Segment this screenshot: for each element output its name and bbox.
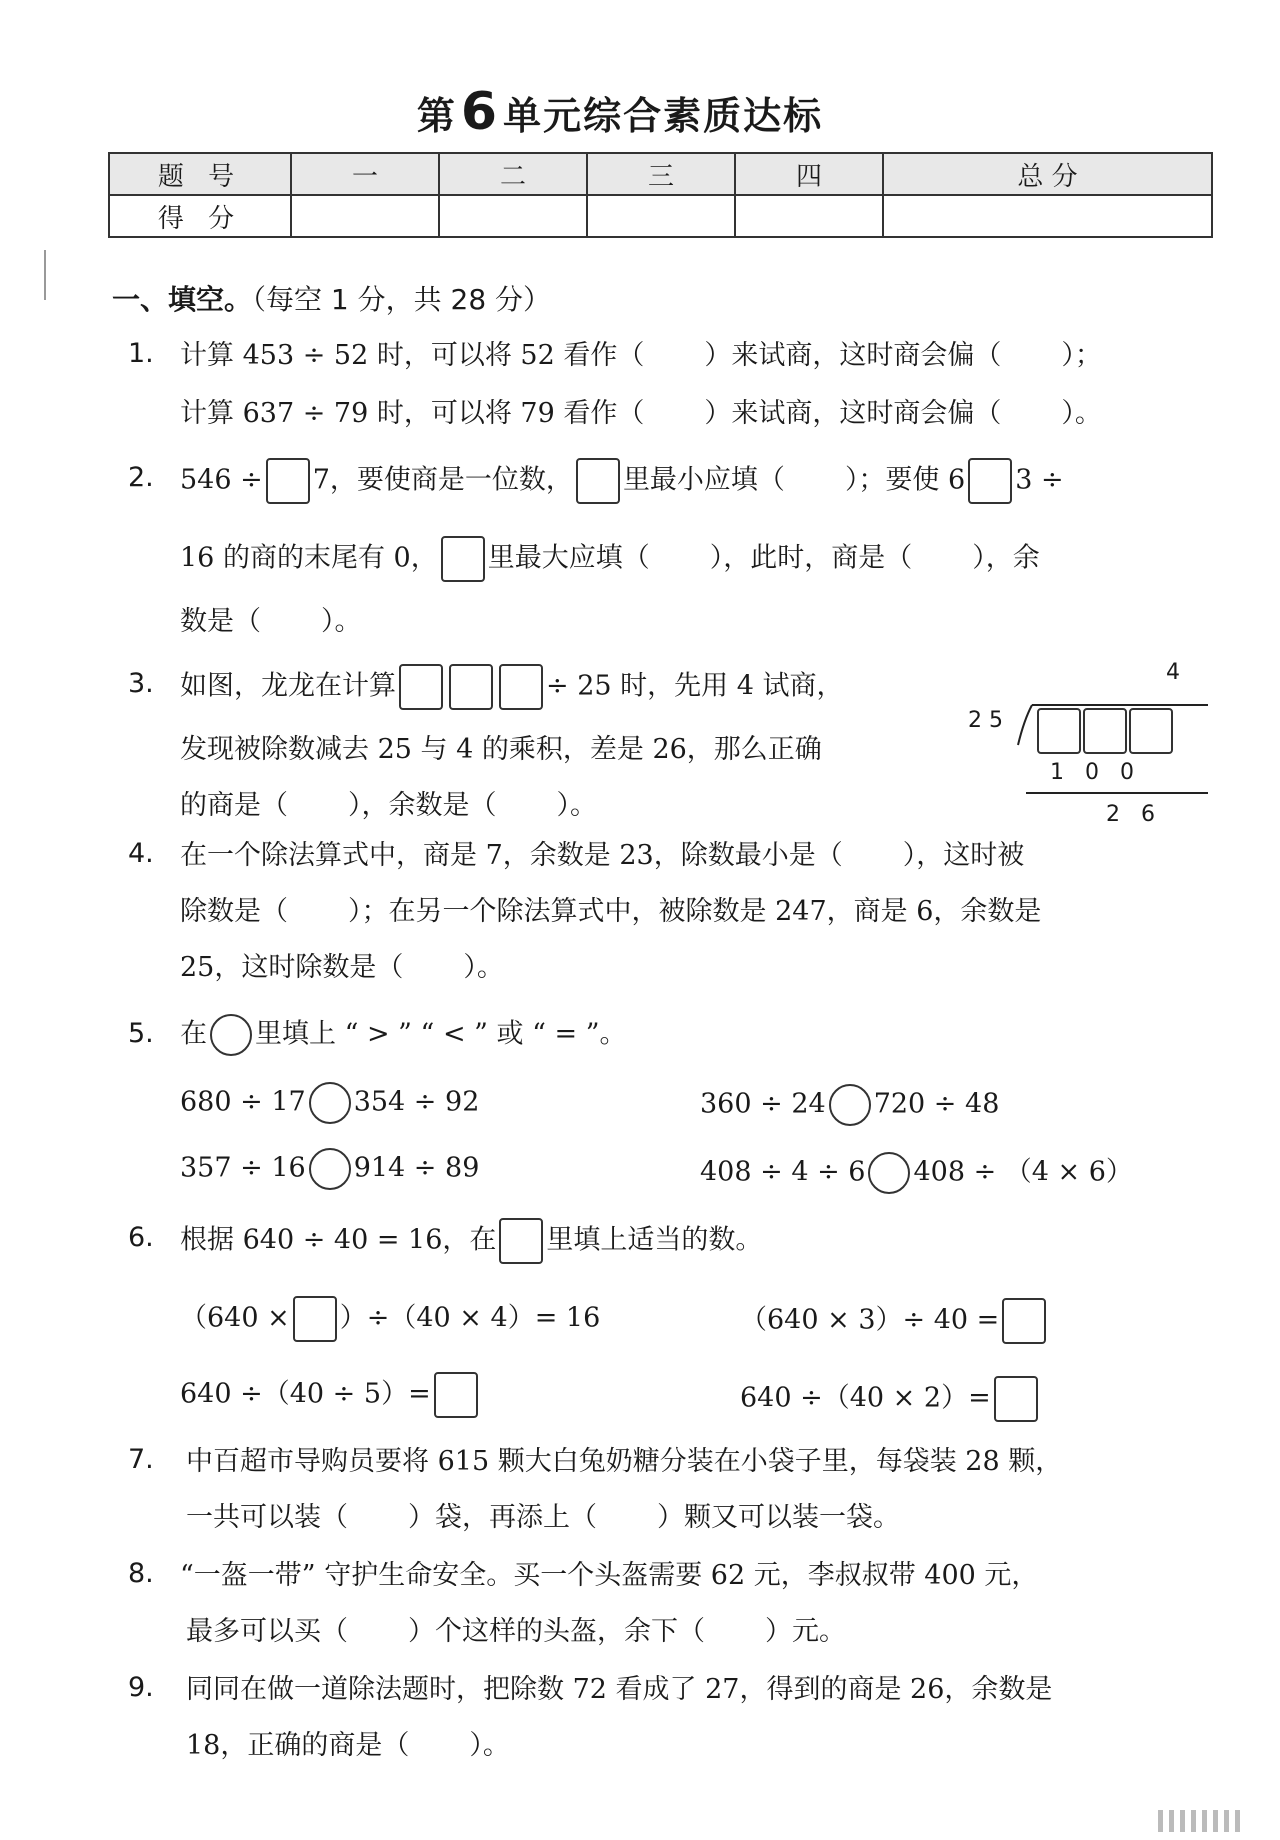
q1-line-1 [180, 336, 1102, 376]
q6-expr: 640 ÷（40 ÷ 5）= [180, 1378, 431, 1410]
q2-text: ）；要使 6 [844, 464, 966, 496]
q2-line-2 [180, 536, 1040, 582]
q7-text: ）袋，再添上（ [408, 1502, 597, 1533]
q2-text: 546 ÷ [180, 464, 263, 496]
q2-text: ）。 [321, 606, 362, 637]
q4-text: 除数是（ [180, 896, 288, 927]
q6-expr: （640 × [180, 1302, 290, 1334]
q3-line-2: 发现被除数减去 25 与 4 的乘积，差是 26，那么正确 [180, 734, 822, 765]
q2-text: 7，要使商是一位数， [312, 464, 573, 496]
q2-number: 2. [128, 462, 154, 493]
q5-expr: 408 ÷ 4 ÷ 6 [700, 1156, 866, 1188]
q6-expr-1 [180, 1296, 600, 1342]
section-heading [112, 278, 551, 318]
q2-text: 3 ÷ [1015, 464, 1064, 496]
q8-text: 最多可以买（ [186, 1616, 348, 1647]
scan-marks [1158, 1810, 1240, 1832]
q6-text: 里填上适当的数。 [546, 1224, 763, 1256]
q4-line-1 [180, 836, 1024, 876]
long-division-figure [958, 660, 1218, 830]
q5-text: 里填上 “ > ” “ < ” 或 “ = ”。 [255, 1018, 627, 1050]
q5-row-2-left [180, 1148, 479, 1190]
compare-circle[interactable] [210, 1014, 252, 1056]
q8-text: ）个这样的头盔，余下（ [408, 1616, 705, 1647]
compare-circle[interactable] [829, 1084, 871, 1126]
q4-line-2 [180, 892, 1041, 932]
q8-number: 8. [128, 1558, 154, 1589]
q7-text: ）颗又可以装一袋。 [657, 1502, 900, 1533]
q5-row-1-right [700, 1084, 999, 1126]
digit-box[interactable] [266, 458, 310, 504]
q7-text: 一共可以装（ [186, 1502, 348, 1533]
title-suffix: 单元综合素质达标 [503, 94, 824, 138]
q4-line-3 [180, 948, 504, 988]
q9-line-2 [186, 1726, 510, 1766]
division-divisor: 2 5 [968, 708, 1003, 733]
q1-line-2 [180, 394, 1102, 434]
q6-text: 根据 640 ÷ 40 = 16，在 [180, 1224, 497, 1256]
q8-text: ）元。 [765, 1616, 846, 1647]
q8-line-1: “一盔一带” 守护生命安全。买一个头盔需要 62 元，李叔叔带 400 元， [180, 1560, 1039, 1591]
q4-text: ）。 [463, 952, 504, 983]
digit-box[interactable] [576, 458, 620, 504]
q2-line-1 [180, 458, 1064, 504]
q2-text: ），余 [972, 542, 1040, 574]
q6-expr-2 [740, 1298, 1049, 1344]
score-cell-2[interactable] [439, 195, 587, 237]
q1-text: ）来试商，这时商会偏（ [704, 340, 1002, 371]
q5-number: 5. [128, 1018, 154, 1049]
score-table-col-1: 一 [291, 153, 439, 195]
score-cell-4[interactable] [735, 195, 883, 237]
q1-number: 1. [128, 338, 154, 369]
q4-text: ），这时被 [902, 840, 1025, 871]
digit-box[interactable] [1083, 708, 1127, 754]
q3-text: 如图，龙龙在计算 [180, 670, 396, 702]
q3-line-1 [180, 664, 844, 710]
q6-expr-4 [740, 1376, 1041, 1422]
q7-line-2 [186, 1498, 900, 1538]
q5-row-1-left [180, 1082, 479, 1124]
division-remainder: 2 6 [1106, 802, 1155, 827]
digit-box[interactable] [449, 664, 493, 710]
number-box[interactable] [499, 1218, 543, 1264]
dividend-boxes [1036, 708, 1174, 754]
q5-expr: 354 ÷ 92 [353, 1086, 480, 1118]
q7-number: 7. [128, 1444, 154, 1475]
score-table-label-score: 得 分 [109, 195, 291, 237]
q2-line-3 [180, 602, 362, 642]
division-product: 1 0 0 [1050, 760, 1134, 785]
q6-expr-3 [180, 1372, 481, 1418]
q5-line-1 [180, 1014, 627, 1056]
page-title [0, 82, 1240, 142]
q3-text: ÷ 25 时，先用 4 试商， [546, 670, 844, 702]
q2-text: 数是（ [180, 606, 261, 637]
q4-text: 25，这时除数是（ [180, 952, 404, 983]
q2-text: 里最小应填（ [622, 464, 785, 496]
q9-text: 18，正确的商是（ [186, 1730, 410, 1761]
number-box[interactable] [434, 1372, 478, 1418]
score-table-col-2: 二 [439, 153, 587, 195]
q5-expr: 720 ÷ 48 [873, 1088, 1000, 1120]
number-box[interactable] [1002, 1298, 1046, 1344]
q2-text: 16 的商的末尾有 0， [180, 542, 438, 574]
score-table-col-3: 三 [587, 153, 735, 195]
q1-text: ）； [1061, 340, 1102, 371]
q5-expr: 408 ÷ （4 × 6） [913, 1156, 1133, 1188]
q8-line-2 [186, 1612, 846, 1652]
q5-text: 在 [180, 1018, 207, 1050]
number-box[interactable] [994, 1376, 1038, 1422]
compare-circle[interactable] [868, 1152, 910, 1194]
q1-text: ）。 [1061, 398, 1102, 429]
digit-box[interactable] [1037, 708, 1081, 754]
score-cell-total[interactable] [883, 195, 1212, 237]
digit-box[interactable] [399, 664, 443, 710]
title-unit-number: 6 [460, 82, 500, 142]
q4-text: 在一个除法算式中，商是 7，余数是 23，除数最小是（ [180, 840, 843, 871]
score-cell-3[interactable] [587, 195, 735, 237]
margin-mark [44, 250, 46, 300]
q9-number: 9. [128, 1672, 154, 1703]
number-box[interactable] [293, 1296, 337, 1342]
q6-expr: 640 ÷（40 × 2）= [740, 1382, 991, 1414]
q5-row-2-right [700, 1152, 1133, 1194]
compare-circle[interactable] [309, 1082, 351, 1124]
q6-expr: （640 × 3）÷ 40 = [740, 1304, 1000, 1336]
q6-line-1 [180, 1218, 762, 1264]
q6-expr: ）÷（40 × 4）= 16 [339, 1302, 601, 1334]
digit-box[interactable] [968, 458, 1012, 504]
section-note: （每空 1 分，共 28 分） [252, 283, 552, 316]
q9-text: ）。 [469, 1730, 510, 1761]
division-quotient: 4 [1166, 660, 1180, 685]
q5-expr: 360 ÷ 24 [700, 1088, 826, 1120]
score-table-score-row [109, 195, 1212, 237]
q1-text: 计算 637 ÷ 79 时，可以将 79 看作（ [180, 398, 645, 429]
q3-line-3 [180, 786, 597, 826]
q4-text: ）；在另一个除法算式中，被除数是 247，商是 6，余数是 [348, 896, 1042, 927]
q1-text: 计算 453 ÷ 52 时，可以将 52 看作（ [180, 340, 645, 371]
q2-text: ），此时，商是（ [709, 542, 913, 574]
q2-text: 里最大应填（ [487, 542, 650, 574]
score-table-col-total: 总 分 [883, 153, 1212, 195]
q4-number: 4. [128, 838, 154, 869]
title-prefix: 第 [416, 94, 457, 138]
q3-text: ）。 [556, 790, 597, 821]
q3-text: ），余数是（ [348, 790, 497, 821]
q1-text: ）来试商，这时商会偏（ [704, 398, 1002, 429]
digit-box[interactable] [1129, 708, 1173, 754]
score-table-label-number: 题 号 [109, 153, 291, 195]
q3-number: 3. [128, 668, 154, 699]
score-table [108, 152, 1213, 238]
q7-line-1: 中百超市导购员要将 615 颗大白兔奶糖分装在小袋子里，每袋装 28 颗， [186, 1446, 1063, 1477]
score-cell-1[interactable] [291, 195, 439, 237]
q6-number: 6. [128, 1222, 154, 1253]
compare-circle[interactable] [309, 1148, 351, 1190]
q9-line-1: 同同在做一道除法题时，把除数 72 看成了 27，得到的商是 26，余数是 [186, 1674, 1053, 1705]
section-title: 一、填空。 [112, 283, 253, 316]
digit-box[interactable] [499, 664, 543, 710]
score-table-col-4: 四 [735, 153, 883, 195]
score-table-header-row [109, 153, 1212, 195]
q5-expr: 914 ÷ 89 [353, 1152, 480, 1184]
digit-box[interactable] [441, 536, 485, 582]
q5-expr: 357 ÷ 16 [180, 1152, 306, 1184]
q5-expr: 680 ÷ 17 [180, 1086, 306, 1118]
q3-text: 的商是（ [180, 790, 288, 821]
